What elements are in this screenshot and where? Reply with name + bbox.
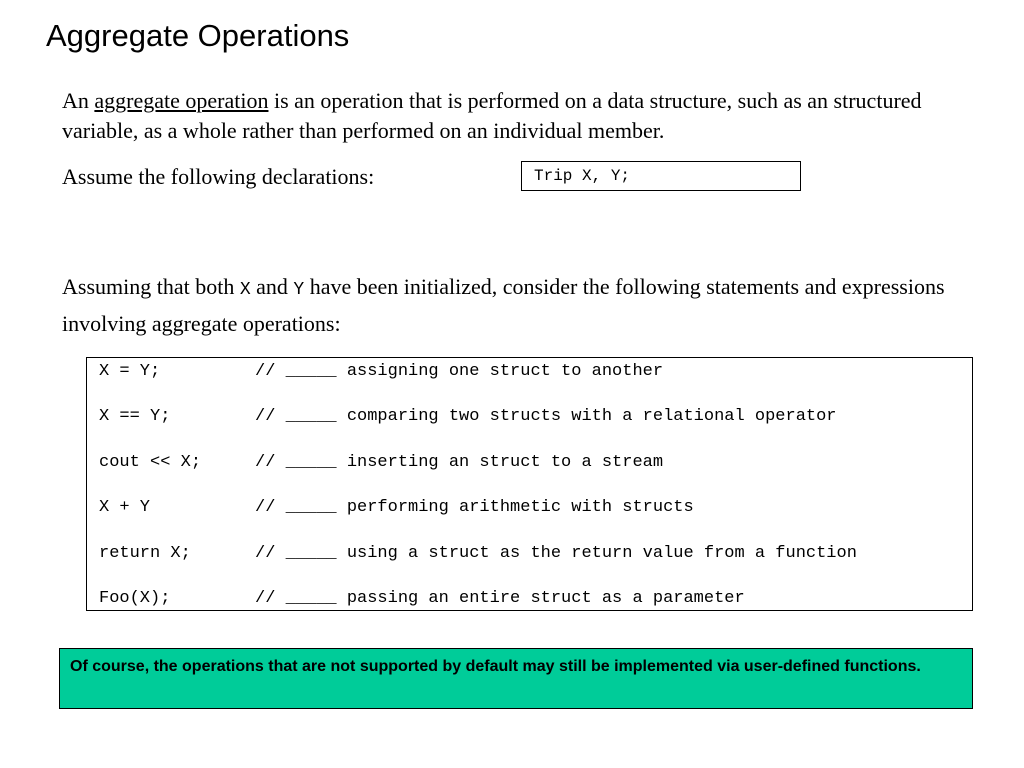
- code-comment: // _____ passing an entire struct as a parameter: [255, 589, 745, 608]
- code-comment: // _____ assigning one struct to another: [255, 362, 664, 381]
- assuming-paragraph: [62, 270, 992, 341]
- code-line: [99, 452, 663, 474]
- code-statement: return X;: [99, 544, 191, 563]
- code-comment: // _____ inserting an struct to a stream: [255, 453, 664, 472]
- declaration-box: Trip X, Y;: [521, 161, 801, 191]
- code-line: [99, 361, 663, 383]
- code-box: [86, 357, 973, 611]
- code-line: [99, 406, 837, 428]
- assume-label: Assume the following declarations:: [62, 164, 375, 189]
- assuming-text-1: Assuming that both: [62, 274, 240, 299]
- code-statement: X = Y;: [99, 362, 161, 381]
- aggregate-operation-term: aggregate operation: [94, 88, 269, 113]
- note-callout: Of course, the operations that are not supported by default may still be implemented via user-defined functions.: [59, 648, 973, 709]
- assuming-text-2: and: [250, 274, 294, 299]
- code-statement: cout << X;: [99, 453, 202, 472]
- code-statement: X == Y;: [99, 407, 171, 426]
- code-comment: // _____ comparing two structs with a relational operator: [255, 407, 837, 426]
- assuming-text-3: have been initialized, consider the following statements and expressions involving aggregate operations:: [62, 274, 945, 336]
- code-statement: X + Y: [99, 498, 151, 517]
- var-x: X: [239, 280, 251, 300]
- code-comment: // _____ using a struct as the return value from a function: [255, 544, 857, 563]
- definition-lead: An: [62, 88, 95, 113]
- slide-title: Aggregate Operations: [46, 18, 350, 53]
- code-line: [99, 497, 694, 519]
- definition-rest: is an operation that is performed on a data structure, such as an structured variable, as a whole rather than performed on an individual member.: [62, 88, 922, 143]
- code-statement: Foo(X);: [99, 589, 171, 608]
- definition-paragraph: [62, 86, 982, 146]
- code-line: [99, 588, 745, 610]
- code-comment: // _____ performing arithmetic with structs: [255, 498, 694, 517]
- code-line: [99, 543, 857, 565]
- var-y: Y: [293, 280, 305, 300]
